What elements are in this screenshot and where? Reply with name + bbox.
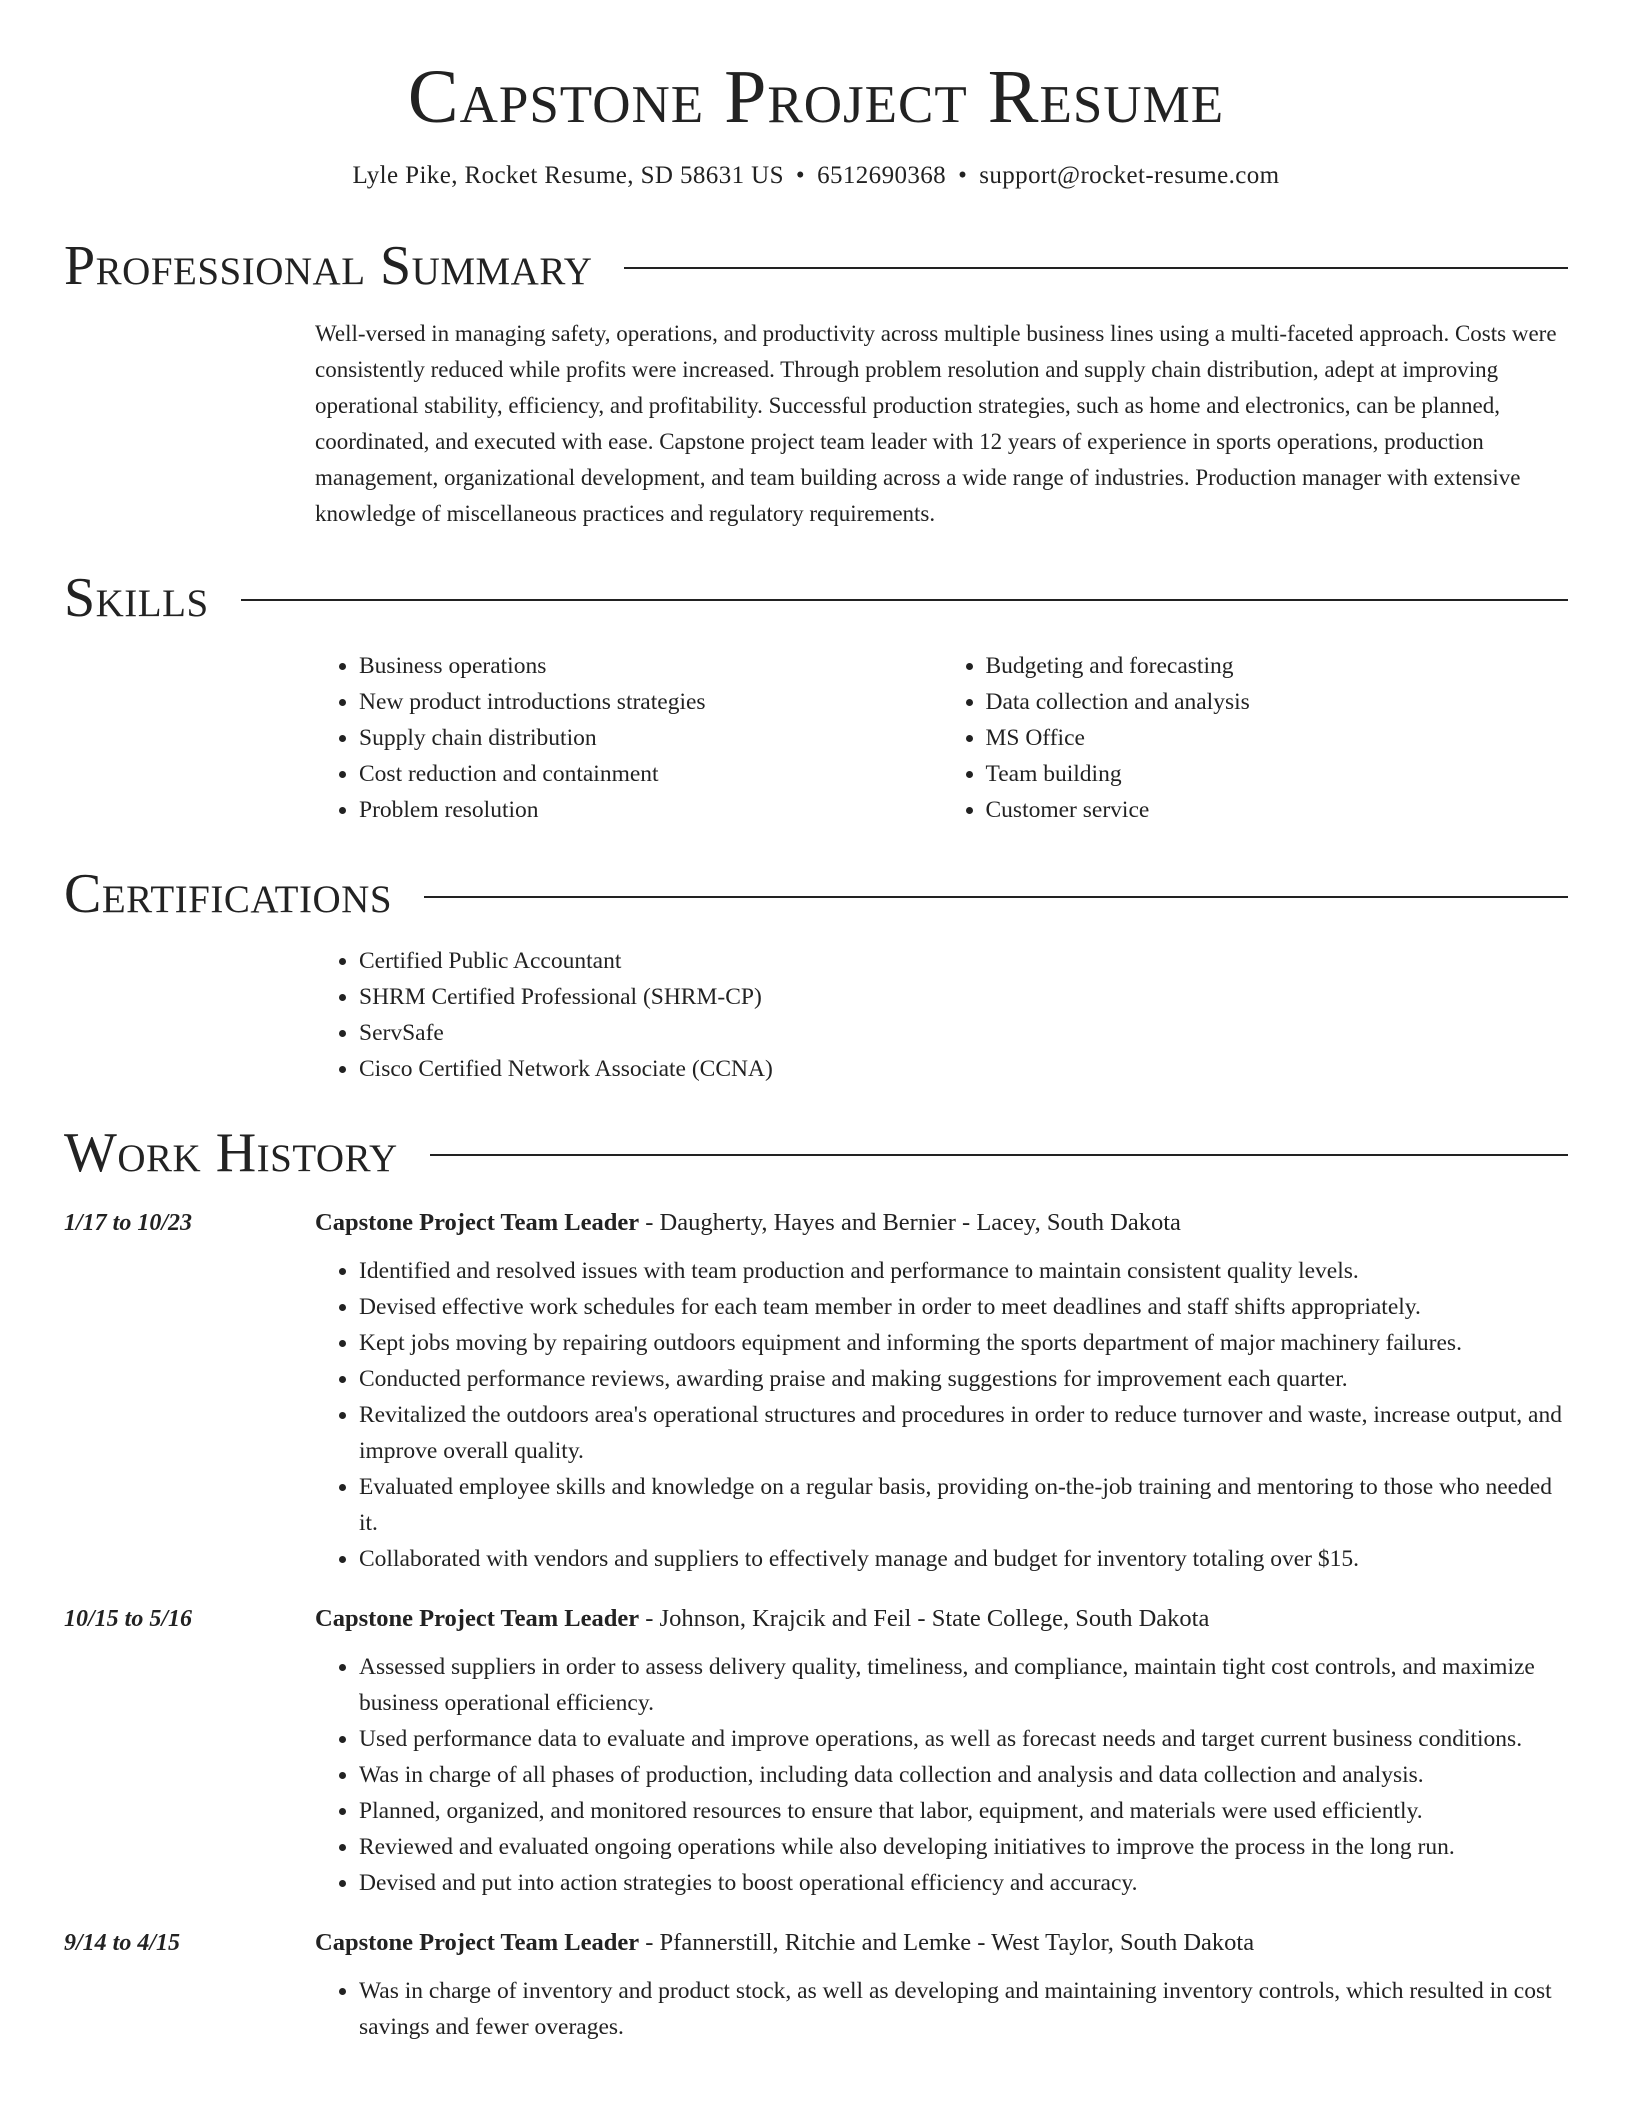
job-bullet: • Collaborated with vendors and suppliers to effectively manage and budget for inventory totaling over $15. — [359, 1541, 1568, 1577]
job-bullet: • Was in charge of inventory and product stock, as well as developing and maintaining inventory controls, which resulted in cost savings and fewer overages. — [359, 1973, 1568, 2045]
section-divider — [430, 1154, 1568, 1156]
summary-text: Well-versed in managing safety, operations, and productivity across multiple business lines using a multi-faceted approach. Costs were consistently reduced while profits were increased. Through problem resolution and supply chain distribution, adept at improving operational stability, efficiency, and profitability. Successful production strategies, such as home and electronics, can be planned, coordinated, and executed with ease. Capstone project team leader with 12 years of experience in sports operations, production management, organizational development, and team building across a wide range of industries. Production manager with extensive knowledge of miscellaneous practices and regulatory requirements. — [315, 320, 1557, 526]
skill-item: • Budgeting and forecasting — [986, 648, 1569, 684]
certification-item: • SHRM Certified Professional (SHRM-CP) — [359, 979, 1568, 1015]
skills-columns — [315, 648, 1568, 828]
certification-item: • Cisco Certified Network Associate (CCNA) — [359, 1051, 1568, 1087]
job-bullet: • Was in charge of all phases of production, including data collection and analysis and data collection and analysis. — [359, 1757, 1568, 1793]
job-bullet: • Assessed suppliers in order to assess delivery quality, timeliness, and compliance, maintain tight cost controls, and maximize business operational efficiency. — [359, 1649, 1568, 1721]
summary-section-header — [64, 234, 1568, 298]
skill-item: • Cost reduction and containment — [359, 756, 942, 792]
contact-separator: • — [795, 161, 806, 189]
skill-item: • Supply chain distribution — [359, 720, 942, 756]
job-bullet: • Planned, organized, and monitored resources to ensure that labor, equipment, and materials were used efficiently. — [359, 1793, 1568, 1829]
job-title: Capstone Project Team Leader — [315, 1605, 640, 1633]
job-dates: 10/15 to 5/16 — [64, 1606, 193, 1633]
job-body — [315, 1601, 1568, 1901]
job-entry — [64, 1925, 1568, 2045]
certifications-list — [315, 943, 1568, 1087]
skill-item: • MS Office — [986, 720, 1569, 756]
certifications-section-header — [64, 862, 1568, 926]
job-bullet: • Identified and resolved issues with team production and performance to maintain consistent quality levels. — [359, 1253, 1568, 1289]
certifications-heading: Certifications — [64, 863, 393, 926]
job-bullets — [315, 1973, 1568, 2045]
job-bullets — [315, 1253, 1568, 1577]
skills-section-header — [64, 566, 1568, 630]
section-divider — [624, 267, 1568, 269]
resume-title: Capstone Project Resume — [407, 55, 1225, 139]
job-bullet: • Devised effective work schedules for each team member in order to meet deadlines and staff shifts appropriately. — [359, 1289, 1568, 1325]
work-history-heading: Work History — [64, 1121, 398, 1184]
contact-email: support@rocket-resume.com — [979, 161, 1280, 189]
section-divider — [241, 599, 1568, 601]
skill-item: • New product introductions strategies — [359, 684, 942, 720]
contact-line — [64, 162, 1568, 190]
summary-heading: Professional Summary — [64, 234, 593, 297]
work-history-section-header — [64, 1121, 1568, 1185]
skill-item: • Problem resolution — [359, 792, 942, 828]
certifications-block — [315, 943, 1568, 1087]
job-bullet: • Conducted performance reviews, awarding praise and making suggestions for improvement each quarter. — [359, 1361, 1568, 1397]
job-body — [315, 1925, 1568, 2045]
job-dates: 1/17 to 10/23 — [64, 1210, 193, 1237]
job-bullet: • Reviewed and evaluated ongoing operations while also developing initiatives to improve the process in the long run. — [359, 1829, 1568, 1865]
skills-list-right — [942, 648, 1569, 828]
skill-item: • Data collection and analysis — [986, 684, 1569, 720]
job-bullet: • Kept jobs moving by repairing outdoors equipment and informing the sports department of major machinery failures. — [359, 1325, 1568, 1361]
certification-item: • ServSafe — [359, 1015, 1568, 1051]
skill-item: • Team building — [986, 756, 1569, 792]
skill-item: • Business operations — [359, 648, 942, 684]
job-employer: - Daugherty, Hayes and Bernier - Lacey, South Dakota — [639, 1209, 1181, 1237]
job-title: Capstone Project Team Leader — [315, 1209, 640, 1237]
contact-address: Lyle Pike, Rocket Resume, SD 58631 US — [352, 161, 784, 189]
work-history-list — [64, 1205, 1568, 2045]
section-divider — [424, 896, 1568, 898]
job-heading — [315, 1925, 1568, 1961]
contact-phone: 6512690368 — [817, 161, 947, 189]
job-bullet: • Used performance data to evaluate and improve operations, as well as forecast needs and target current business conditions. — [359, 1721, 1568, 1757]
certification-item: • Certified Public Accountant — [359, 943, 1568, 979]
job-title: Capstone Project Team Leader — [315, 1929, 640, 1957]
skills-list-left — [315, 648, 942, 828]
job-bullet: • Devised and put into action strategies to boost operational efficiency and accuracy. — [359, 1865, 1568, 1901]
job-employer: - Johnson, Krajcik and Feil - State College, South Dakota — [639, 1605, 1210, 1633]
job-bullet: • Evaluated employee skills and knowledge on a regular basis, providing on-the-job training and mentoring to those who needed it. — [359, 1469, 1568, 1541]
job-heading — [315, 1205, 1568, 1241]
job-dates: 9/14 to 4/15 — [64, 1930, 181, 1957]
job-bullet: • Revitalized the outdoors area's operational structures and procedures in order to reduce turnover and waste, increase output, and improve overall quality. — [359, 1397, 1568, 1469]
skill-item: • Customer service — [986, 792, 1569, 828]
job-employer: - Pfannerstill, Ritchie and Lemke - West Taylor, South Dakota — [639, 1929, 1255, 1957]
job-bullets — [315, 1649, 1568, 1901]
contact-separator: • — [958, 161, 968, 189]
job-heading — [315, 1601, 1568, 1637]
job-entry — [64, 1205, 1568, 1577]
job-entry — [64, 1601, 1568, 1901]
job-body — [315, 1205, 1568, 1577]
skills-heading: Skills — [64, 566, 209, 629]
